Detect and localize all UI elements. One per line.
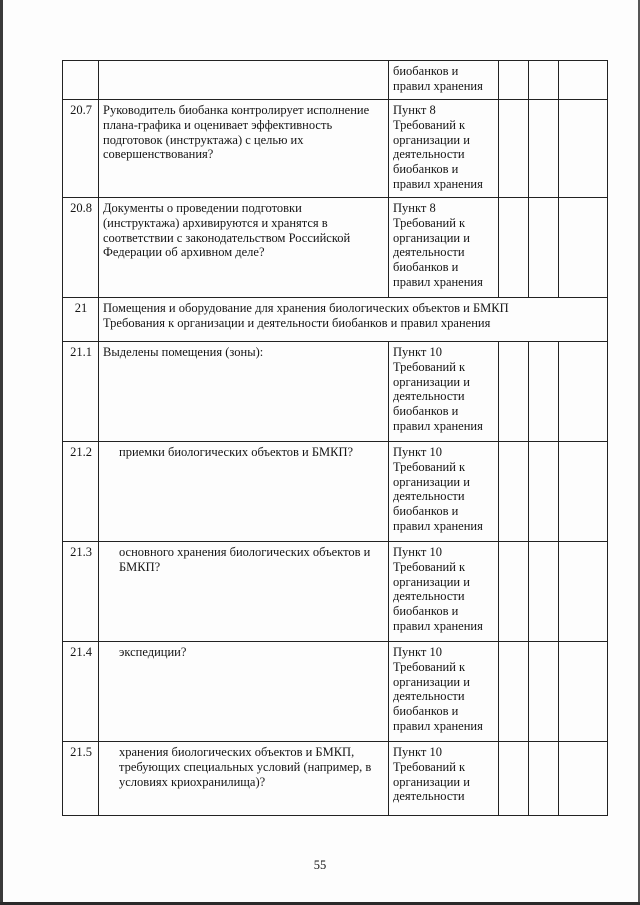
table-row [63, 542, 608, 642]
answer-cell-yes [499, 61, 529, 100]
answer-cell-no [529, 542, 559, 642]
answer-cell-yes [499, 742, 529, 816]
answer-cell-yes [499, 542, 529, 642]
answer-cell-yes [499, 642, 529, 742]
row-question: Выделены помещения (зоны): [99, 342, 389, 442]
row-reference: Пункт 10 Требований к организации и деятельности биобанков и правил хранения [389, 442, 499, 542]
row-number: 21.2 [63, 442, 99, 542]
table-row [63, 198, 608, 298]
answer-cell-no [529, 342, 559, 442]
table-row [63, 442, 608, 542]
row-reference: Пункт 8 Требований к организации и деятельности биобанков и правил хранения [389, 198, 499, 298]
row-question: хранения биологических объектов и БМКП, требующих специальных условий (например, в условиях криохранилища)? [99, 742, 389, 816]
row-number [63, 61, 99, 100]
section-row [63, 298, 608, 342]
answer-cell-no [529, 198, 559, 298]
row-number: 21.5 [63, 742, 99, 816]
answer-cell-note [559, 342, 608, 442]
answer-cell-note [559, 198, 608, 298]
row-reference: Пункт 10 Требований к организации и деятельности биобанков и правил хранения [389, 542, 499, 642]
page-number: 55 [313, 858, 327, 872]
answer-cell-no [529, 442, 559, 542]
table-row [63, 61, 608, 100]
row-reference: Пункт 8 Требований к организации и деятельности биобанков и правил хранения [389, 100, 499, 198]
answer-cell-yes [499, 100, 529, 198]
row-reference: биобанков и правил хранения [389, 61, 499, 100]
answer-cell-note [559, 542, 608, 642]
row-question: экспедиции? [99, 642, 389, 742]
answer-cell-note [559, 442, 608, 542]
scan-edge-left [0, 0, 3, 905]
row-number: 20.8 [63, 198, 99, 298]
answer-cell-note [559, 61, 608, 100]
row-question: Руководитель биобанка контролирует исполнение плана-графика и оценивает эффективность подготовок (инструктажа) с целью их совершенствования? [99, 100, 389, 198]
row-question [99, 61, 389, 100]
row-number: 20.7 [63, 100, 99, 198]
section-title: Помещения и оборудование для хранения биологических объектов и БМКП Требования к организации и деятельности биобанков и правил хранения [99, 298, 608, 342]
row-number: 21.1 [63, 342, 99, 442]
row-question: основного хранения биологических объектов и БМКП? [99, 542, 389, 642]
row-question: приемки биологических объектов и БМКП? [99, 442, 389, 542]
answer-cell-no [529, 742, 559, 816]
row-reference: Пункт 10 Требований к организации и деятельности биобанков и правил хранения [389, 342, 499, 442]
answer-cell-note [559, 642, 608, 742]
answer-cell-yes [499, 198, 529, 298]
row-number: 21.3 [63, 542, 99, 642]
table-row [63, 742, 608, 816]
row-question: Документы о проведении подготовки (инструктажа) архивируются и хранятся в соответствии с законодательством Российской Федерации об архивном деле? [99, 198, 389, 298]
table-row [63, 642, 608, 742]
row-number: 21.4 [63, 642, 99, 742]
answer-cell-note [559, 100, 608, 198]
row-reference: Пункт 10 Требований к организации и деятельности [389, 742, 499, 816]
answer-cell-no [529, 100, 559, 198]
answer-cell-yes [499, 342, 529, 442]
section-number: 21 [63, 298, 99, 342]
row-reference: Пункт 10 Требований к организации и деятельности биобанков и правил хранения [389, 642, 499, 742]
answer-cell-no [529, 61, 559, 100]
answer-cell-no [529, 642, 559, 742]
answer-cell-note [559, 742, 608, 816]
table-row [63, 100, 608, 198]
table-row [63, 342, 608, 442]
answer-cell-yes [499, 442, 529, 542]
checklist-table [62, 60, 608, 816]
